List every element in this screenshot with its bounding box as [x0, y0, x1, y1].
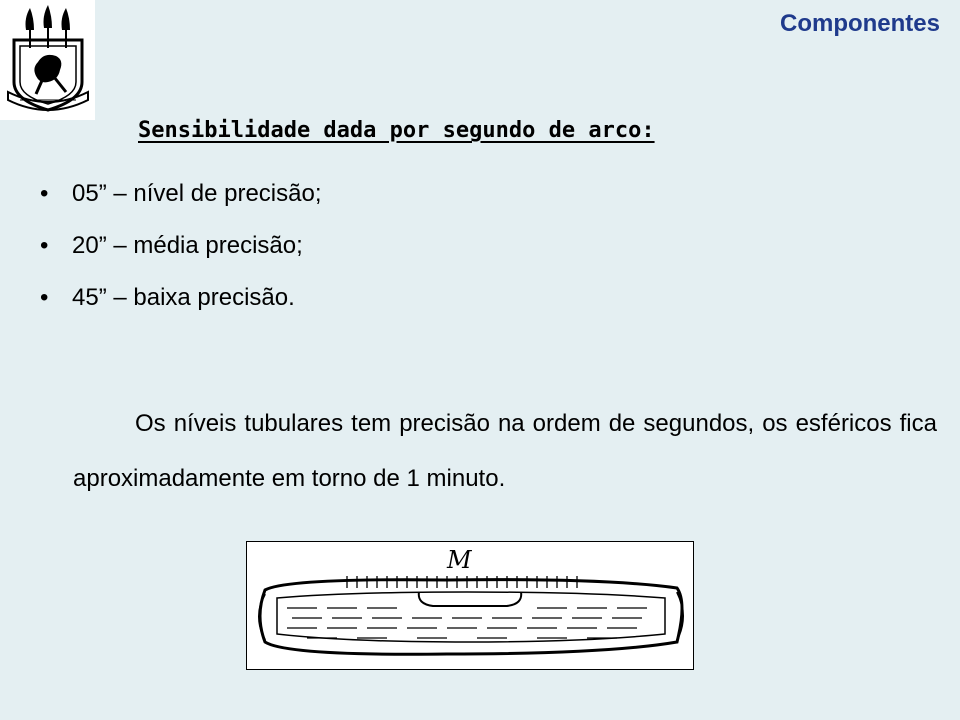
slide-subtitle: Sensibilidade dada por segundo de arco:	[138, 118, 655, 143]
list-item	[40, 170, 321, 222]
list-item-text: 20” – média precisão;	[72, 232, 303, 259]
list-item-text: 45” – baixa precisão.	[72, 284, 295, 311]
sensitivity-list	[40, 170, 321, 326]
university-logo	[0, 0, 95, 120]
section-title: Componentes	[779, 10, 940, 37]
tubular-level-figure	[246, 541, 694, 670]
figure-label: M	[447, 546, 472, 574]
body-paragraph	[73, 396, 937, 506]
list-item	[40, 274, 321, 326]
list-item	[40, 222, 321, 274]
bullet-icon: •	[40, 232, 49, 259]
list-item-text: 05” – nível de precisão;	[72, 180, 322, 207]
bullet-icon: •	[40, 180, 49, 207]
tubular-level-vial-drawing-icon	[247, 542, 693, 669]
crest-icon	[0, 0, 95, 120]
bullet-icon: •	[40, 284, 49, 311]
paragraph-text: Os níveis tubulares tem precisão na ordem de segundos, os esféricos fica aproximadamente em torno de 1 minuto.	[73, 410, 937, 492]
